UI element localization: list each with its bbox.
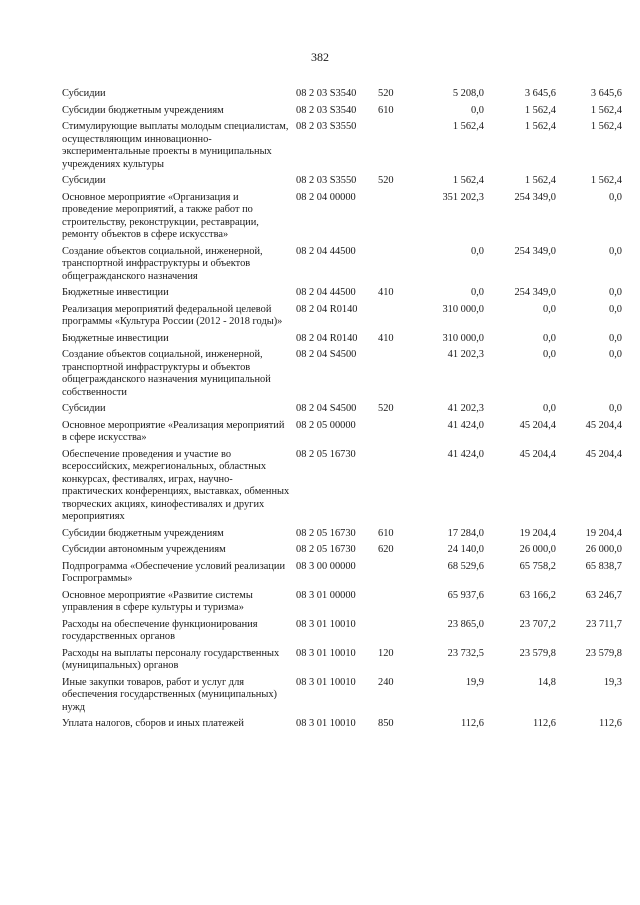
expense-name-cell: Субсидии бюджетным учреждениям [62,527,224,539]
amount-year-3-cell: 19,3 [603,676,622,688]
amount-year-2-cell: 1 562,4 [524,121,556,132]
amount-year-2-cell: 23 579,8 [519,647,556,659]
amount-year-3-cell: 1 562,4 [590,175,622,186]
amount-year-1-cell: 0,0 [471,245,484,257]
target-code-cell: 08 2 03 S3550 [296,175,357,186]
target-code-cell: 08 2 04 S4500 [296,403,357,414]
amount-year-1-cell: 68 529,6 [447,560,484,572]
table-row [62,304,622,333]
table-row [62,287,622,304]
amount-year-1-cell: 0,0 [471,104,484,116]
table-row [62,561,622,590]
expense-type-cell: 520 [378,88,394,99]
expense-name-cell: Иные закупки товаров, работ и услуг для обеспечения государственных (муниципальных) нужд [62,676,278,713]
table-row [62,677,622,719]
amount-year-2-cell: 45 204,4 [519,419,556,431]
amount-year-3-cell: 1 562,4 [590,104,622,116]
page-number: 382 [311,50,329,64]
table-row [62,105,622,122]
amount-year-1-cell: 5 208,0 [452,88,484,99]
amount-year-2-cell: 14,8 [537,676,556,688]
amount-year-1-cell: 24 140,0 [447,544,484,555]
target-code-cell: 08 2 04 R0140 [296,303,358,315]
amount-year-3-cell: 65 838,7 [585,560,622,572]
target-code-cell: 08 2 03 S3550 [296,121,357,132]
expense-name-cell: Реализация мероприятий федеральной целевой программы «Культура России (2012 - 2018 годы)» [62,303,283,327]
expense-type-cell: 520 [378,175,394,186]
expense-name-cell: Субсидии [62,88,106,99]
amount-year-2-cell: 26 000,0 [519,544,556,555]
table-row [62,246,622,288]
expense-type-cell: 120 [378,647,394,659]
expense-type-cell [378,449,412,528]
amount-year-3-cell: 0,0 [609,349,622,360]
expense-name-cell: Субсидии [62,403,106,414]
amount-year-1-cell: 41 202,3 [447,403,484,414]
target-code-cell: 08 3 00 00000 [296,560,356,572]
expense-type-cell [378,192,412,246]
amount-year-1-cell: 1 562,4 [452,175,484,186]
expense-name-cell: Уплата налогов, сборов и иных платежей [62,718,244,729]
table-row [62,590,622,619]
expense-name-cell: Основное мероприятие «Организация и проведение мероприятий, а также работ по строительству, реконструкции, реставрации, ремонту объектов в сфере искусства» [62,191,259,240]
table-row [62,449,622,528]
amount-year-3-cell: 0,0 [609,403,622,414]
target-code-cell: 08 2 04 44500 [296,245,356,257]
amount-year-1-cell: 23 732,5 [447,647,484,659]
target-code-cell: 08 2 05 16730 [296,448,356,460]
target-code-cell: 08 3 01 10010 [296,647,356,659]
expense-type-cell [378,349,412,403]
amount-year-2-cell: 45 204,4 [519,448,556,460]
amount-year-2-cell: 254 349,0 [514,287,556,298]
expense-type-cell: 610 [378,527,394,539]
amount-year-2-cell: 63 166,2 [519,589,556,601]
table-row [62,718,622,735]
amount-year-2-cell: 3 645,6 [524,88,556,99]
target-code-cell: 08 2 04 S4500 [296,349,357,360]
table-row [62,420,622,449]
amount-year-3-cell: 0,0 [609,332,622,344]
amount-year-1-cell: 41 202,3 [447,349,484,360]
budget-table-body [62,88,622,735]
amount-year-1-cell: 65 937,6 [447,589,484,601]
expense-type-cell [378,590,412,619]
amount-year-1-cell: 112,6 [461,718,484,729]
amount-year-3-cell: 19 204,4 [585,527,622,539]
table-row [62,88,622,105]
amount-year-1-cell: 0,0 [471,287,484,298]
expense-type-cell [378,619,412,648]
amount-year-1-cell: 310 000,0 [442,332,484,344]
expense-name-cell: Создание объектов социальной, инженерной, транспортной инфраструктуры и объектов общегражданского назначения муниципальной собственности [62,349,271,398]
target-code-cell: 08 2 04 R0140 [296,332,358,344]
target-code-cell: 08 3 01 10010 [296,618,356,630]
table-row [62,619,622,648]
table-row [62,192,622,246]
expense-name-cell: Бюджетные инвестиции [62,332,169,344]
amount-year-2-cell: 1 562,4 [524,175,556,186]
table-row [62,121,622,175]
amount-year-1-cell: 19,9 [465,676,484,688]
table-row [62,175,622,192]
amount-year-2-cell: 0,0 [543,332,556,344]
expense-type-cell: 410 [378,332,394,344]
amount-year-3-cell: 45 204,4 [585,419,622,431]
amount-year-1-cell: 351 202,3 [442,191,484,203]
expense-type-cell [378,420,412,449]
amount-year-3-cell: 3 645,6 [590,88,622,99]
expense-name-cell: Основное мероприятие «Развитие системы управления в сфере культуры и туризма» [62,589,253,613]
table-row [62,333,622,350]
amount-year-3-cell: 23 711,7 [586,618,622,630]
amount-year-3-cell: 0,0 [609,245,622,257]
amount-year-3-cell: 0,0 [609,287,622,298]
target-code-cell: 08 2 04 44500 [296,287,356,298]
expense-name-cell: Расходы на выплаты персоналу государственных (муниципальных) органов [62,647,280,671]
table-row [62,349,622,403]
amount-year-1-cell: 17 284,0 [447,527,484,539]
table-row [62,403,622,420]
amount-year-3-cell: 0,0 [609,191,622,203]
expense-name-cell: Субсидии бюджетным учреждениям [62,104,224,116]
target-code-cell: 08 2 03 S3540 [296,104,357,116]
amount-year-2-cell: 254 349,0 [514,245,556,257]
expense-name-cell: Подпрограмма «Обеспечение условий реализации Госпрограммы» [62,560,286,584]
expense-type-cell [378,121,412,175]
expense-name-cell: Субсидии [62,175,106,186]
expense-type-cell [378,561,412,590]
amount-year-2-cell: 0,0 [543,349,556,360]
target-code-cell: 08 3 01 10010 [296,718,356,729]
expense-name-cell: Основное мероприятие «Реализация мероприятий в сфере искусства» [62,419,285,443]
amount-year-2-cell: 19 204,4 [519,527,556,539]
expense-type-cell: 240 [378,676,394,688]
expense-name-cell: Создание объектов социальной, инженерной, транспортной инфраструктуры и объектов общегражданского назначения [62,245,263,282]
target-code-cell: 08 2 05 16730 [296,527,356,539]
amount-year-3-cell: 1 562,4 [590,121,622,132]
expense-type-cell: 620 [378,544,394,555]
expense-type-cell: 410 [378,287,394,298]
budget-table [62,88,622,735]
table-row [62,544,622,561]
amount-year-3-cell: 23 579,8 [585,647,622,659]
expense-type-cell: 850 [378,718,394,729]
amount-year-3-cell: 26 000,0 [585,544,622,555]
target-code-cell: 08 3 01 00000 [296,589,356,601]
amount-year-2-cell: 0,0 [543,403,556,414]
amount-year-2-cell: 1 562,4 [524,104,556,116]
table-row [62,528,622,545]
amount-year-3-cell: 0,0 [609,303,622,315]
amount-year-3-cell: 63 246,7 [585,589,622,601]
expense-type-cell: 520 [378,403,394,414]
amount-year-1-cell: 310 000,0 [442,303,484,315]
amount-year-2-cell: 254 349,0 [514,191,556,203]
target-code-cell: 08 2 05 00000 [296,419,356,431]
amount-year-2-cell: 0,0 [543,303,556,315]
expense-name-cell: Расходы на обеспечение функционирования государственных органов [62,618,258,642]
amount-year-3-cell: 45 204,4 [585,448,622,460]
expense-type-cell [378,304,412,333]
table-row [62,648,622,677]
amount-year-1-cell: 41 424,0 [447,419,484,431]
amount-year-2-cell: 65 758,2 [519,560,556,572]
amount-year-2-cell: 23 707,2 [519,618,556,630]
target-code-cell: 08 2 05 16730 [296,544,356,555]
expense-name-cell: Бюджетные инвестиции [62,287,169,298]
target-code-cell: 08 2 04 00000 [296,191,356,203]
target-code-cell: 08 2 03 S3540 [296,88,357,99]
amount-year-2-cell: 112,6 [533,718,556,729]
expense-name-cell: Субсидии автономным учреждениям [62,544,226,555]
expense-name-cell: Обеспечение проведения и участие во всероссийских, межрегиональных, областных конкурсах, фестивалях, играх, научно-практических конференциях, выставках, обменных творческих акциях, кинофестивалях и других мероприятиях [62,448,290,522]
expense-type-cell [378,246,412,288]
target-code-cell: 08 3 01 10010 [296,676,356,688]
amount-year-1-cell: 41 424,0 [447,448,484,460]
amount-year-1-cell: 23 865,0 [447,618,484,630]
expense-name-cell: Стимулирующие выплаты молодым специалистам, осуществляющим инновационно-экспериментальные проекты в муниципальных учреждениях культуры [62,121,289,170]
amount-year-1-cell: 1 562,4 [452,121,484,132]
amount-year-3-cell: 112,6 [599,718,622,729]
expense-type-cell: 610 [378,104,394,116]
